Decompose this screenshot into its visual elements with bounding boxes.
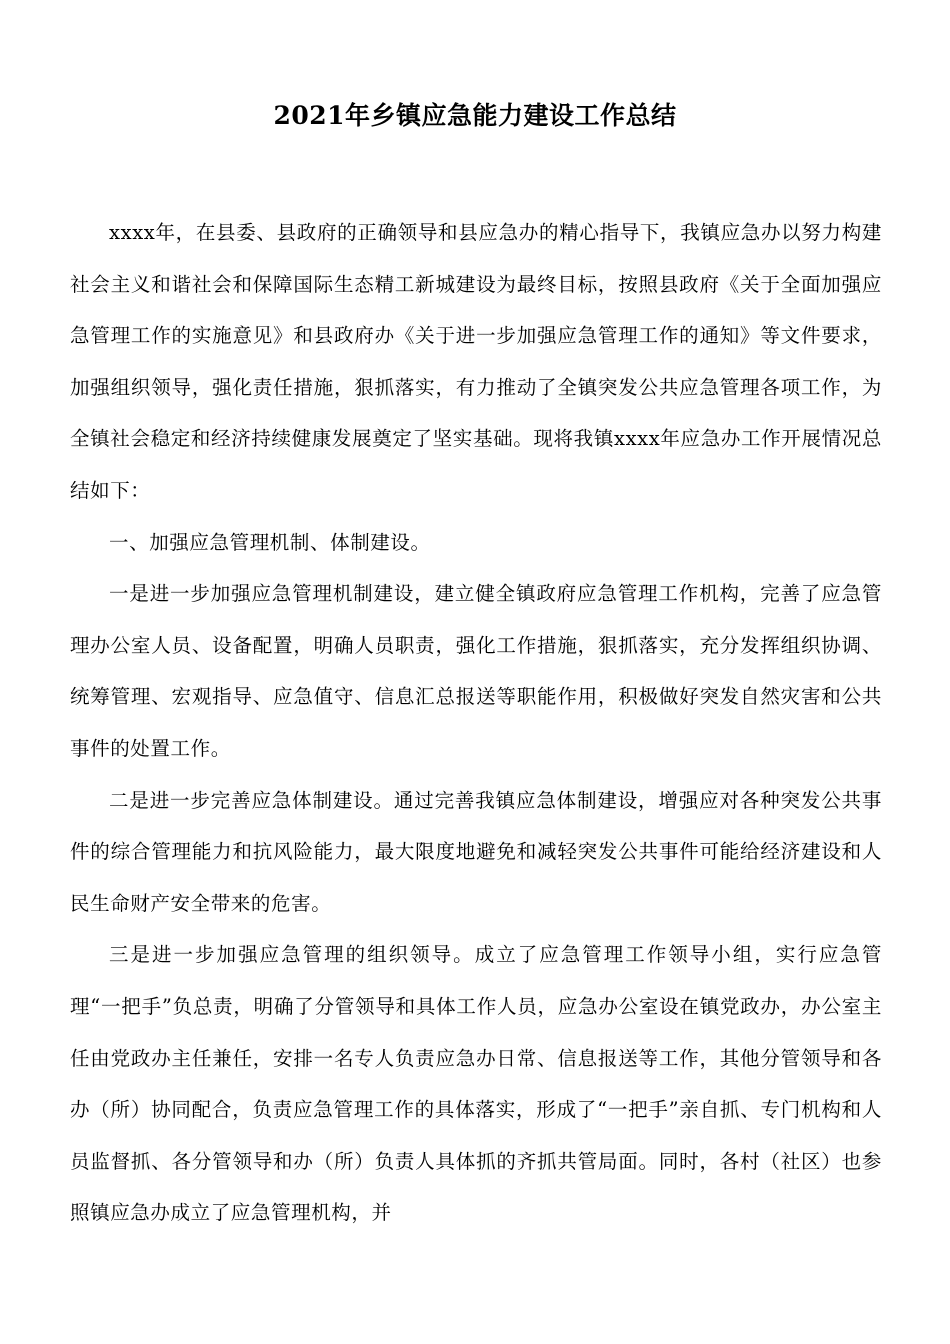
paragraph-system: 二是进一步完善应急体制建设。通过完善我镇应急体制建设，增强应对各种突发公共事件的综合管理能力和抗风险能力，最大限度地避免和减轻突发公共事件可能给经济建设和人民生命财产安全带来的危害。 [70,788,882,915]
section-heading-1: 一、加强应急管理机制、体制建设。 [109,530,431,554]
paragraph-mechanism: 一是进一步加强应急管理机制建设，建立健全镇政府应急管理工作机构，完善了应急管理办公室人员、设备配置，明确人员职责，强化工作措施，狠抓落实，充分发挥组织协调、统筹管理、宏观指导、应急值守、信息汇总报送等职能作用，积极做好突发自然灾害和公共事件的处置工作。 [70,582,882,760]
document-body [70,207,882,1225]
document-title: 2021年乡镇应急能力建设工作总结 [273,101,677,130]
paragraph-intro: xxxx年，在县委、县政府的正确领导和县应急办的精心指导下，我镇应急办以努力构建社会主义和谐社会和保障国际生态精工新城建设为最终目标，按照县政府《关于全面加强应急管理工作的实施意见》和县政府办《关于进一步加强应急管理工作的通知》等文件要求，加强组织领导，强化责任措施，狠抓落实，有力推动了全镇突发公共应急管理各项工作，为全镇社会稳定和经济持续健康发展奠定了坚实基础。现将我镇xxxx年应急办工作开展情况总结如下： [70,221,882,502]
paragraph-leadership: 三是进一步加强应急管理的组织领导。成立了应急管理工作领导小组，实行应急管理“一把手”负总责，明确了分管领导和具体工作人员，应急办公室设在镇党政办，办公室主任由党政办主任兼任，安排一名专人负责应急办日常、信息报送等工作，其他分管领导和各办（所）协同配合，负责应急管理工作的具体落实，形成了“一把手”亲自抓、专门机构和人员监督抓、各分管领导和办（所）负责人具体抓的齐抓共管局面。同时，各村（社区）也参照镇应急办成立了应急管理机构，并 [70,943,882,1225]
